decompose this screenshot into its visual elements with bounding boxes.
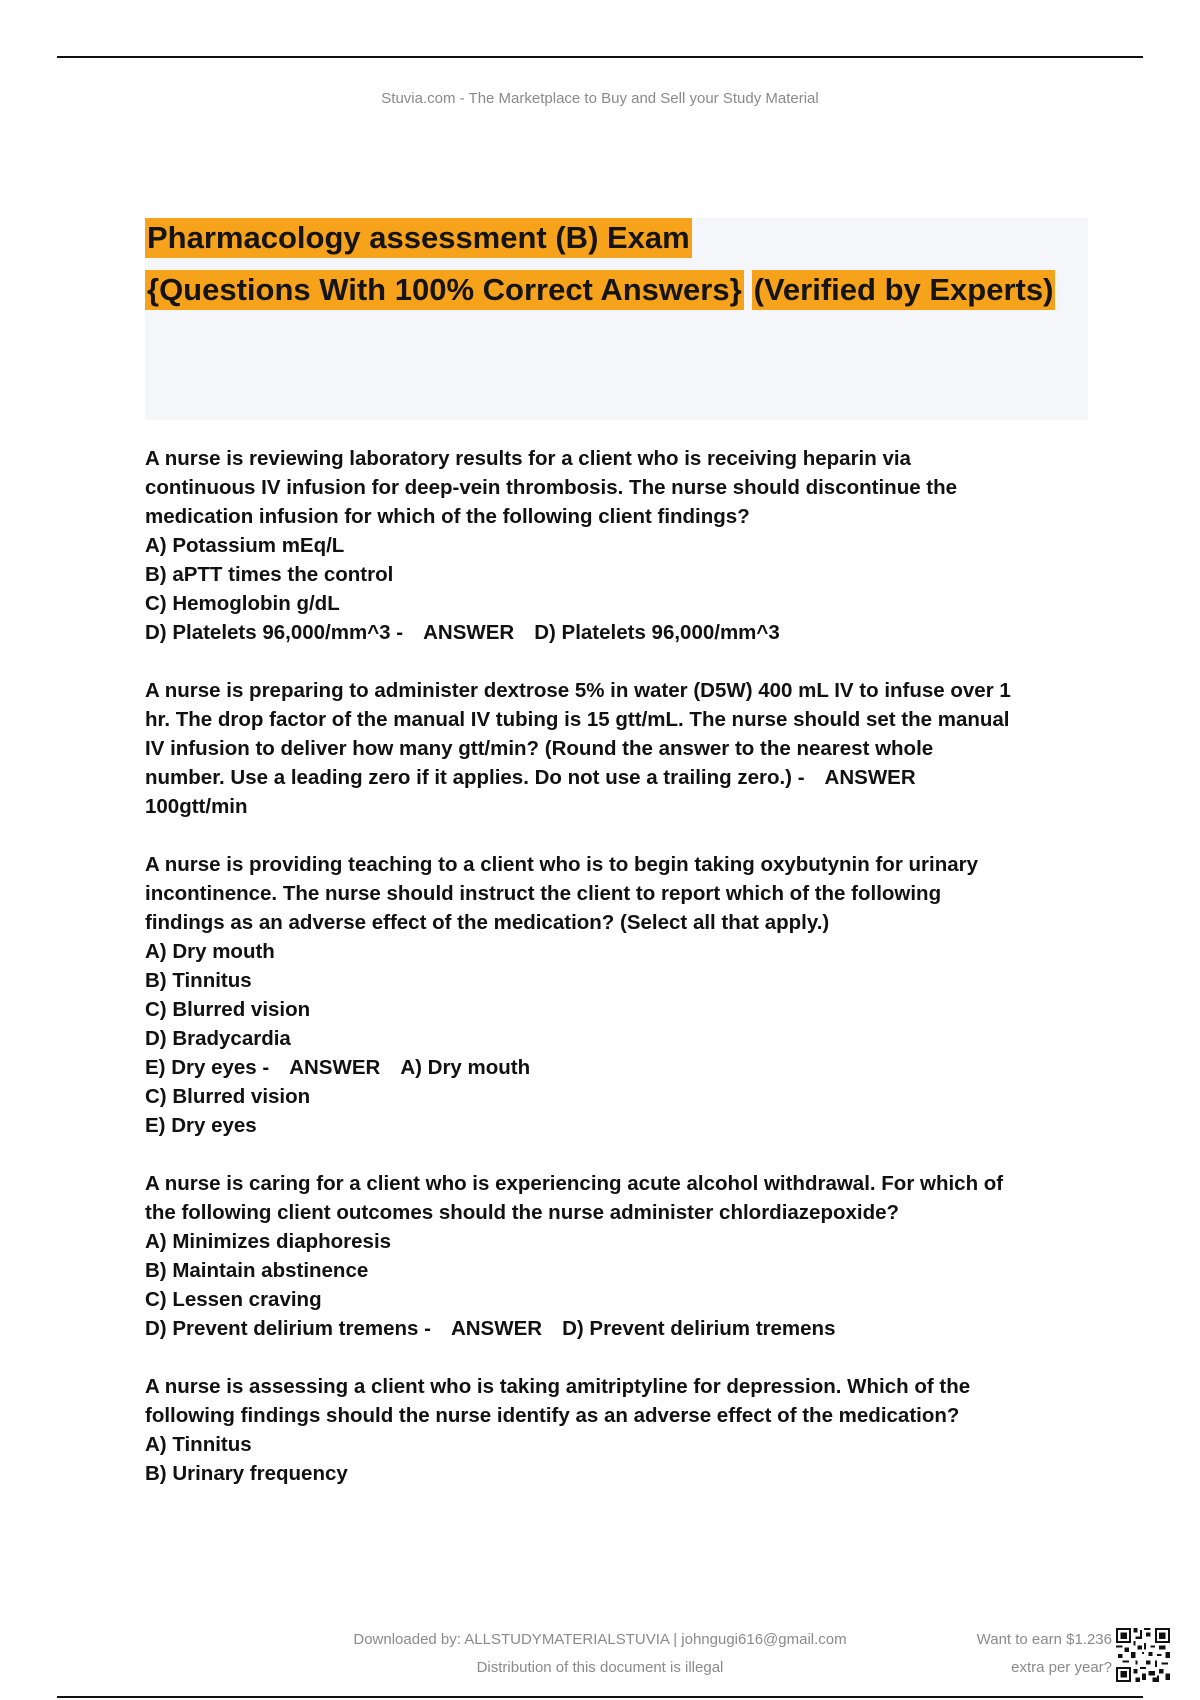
answer-text: 100gtt/min: [145, 795, 248, 818]
title-line-2: [145, 270, 1055, 310]
question-text-with-answer: [145, 763, 1095, 792]
earn-promo-line-2[interactable]: extra per year?: [1011, 1659, 1112, 1676]
question-text-line: A nurse is preparing to administer dextrose 5% in water (D5W) 400 mL IV to infuse over 1: [145, 679, 1011, 702]
option-with-answer: [145, 1314, 1095, 1343]
answer-text: C) Blurred vision: [145, 1085, 311, 1108]
answer-text: E) Dry eyes: [145, 1114, 257, 1137]
option-with-answer: [145, 618, 1095, 647]
question-5: [145, 1372, 1095, 1488]
answer-label: ANSWER: [824, 766, 916, 789]
option: B) Urinary frequency: [145, 1462, 348, 1485]
option: C) Lessen craving: [145, 1288, 322, 1311]
question-2: [145, 676, 1095, 821]
question-text-line: A nurse is assessing a client who is taking amitriptyline for depression. Which of the: [145, 1375, 971, 1398]
qr-code-icon[interactable]: [1116, 1628, 1170, 1682]
question-text-line: incontinence. The nurse should instruct the client to report which of the following: [145, 882, 942, 905]
site-header: Stuvia.com - The Marketplace to Buy and Sell your Study Material: [381, 90, 819, 107]
distribution-notice: Distribution of this document is illegal: [476, 1659, 724, 1676]
question-text-line: the following client outcomes should the nurse administer chlordiazepoxide?: [145, 1201, 900, 1224]
question-3: [145, 850, 1095, 1140]
question-text-line: continuous IV infusion for deep-vein thrombosis. The nurse should discontinue the: [145, 476, 958, 499]
title-block: [145, 218, 1088, 420]
answer-label: ANSWER: [423, 621, 515, 644]
option: B) Tinnitus: [145, 969, 252, 992]
question-text-line: hr. The drop factor of the manual IV tubing is 15 gtt/mL. The nurse should set the manual: [145, 708, 1010, 731]
question-4: [145, 1169, 1095, 1343]
option: B) aPTT times the control: [145, 563, 394, 586]
question-text-line: A nurse is reviewing laboratory results for a client who is receiving heparin via: [145, 447, 911, 470]
question-text-line: medication infusion for which of the following client findings?: [145, 505, 750, 528]
top-rule: [57, 56, 1143, 58]
option: A) Minimizes diaphoresis: [145, 1230, 392, 1253]
question-list: [145, 444, 1095, 1517]
option: C) Blurred vision: [145, 998, 311, 1021]
option: D) Platelets 96,000/mm^3 -: [145, 621, 404, 644]
question-text-line: number. Use a leading zero if it applies. Do not use a trailing zero.) -: [145, 766, 805, 789]
option: D) Prevent delirium tremens -: [145, 1317, 431, 1340]
answer-text: D) Prevent delirium tremens: [562, 1317, 836, 1340]
question-text-line: findings as an adverse effect of the medication? (Select all that apply.): [145, 911, 830, 934]
title-line-1: [145, 218, 692, 258]
answer-text: D) Platelets 96,000/mm^3: [534, 621, 780, 644]
option: A) Dry mouth: [145, 940, 275, 963]
title-subtitle-part2: (Verified by Experts): [752, 270, 1056, 310]
option: A) Tinnitus: [145, 1433, 252, 1456]
question-text-line: A nurse is providing teaching to a client who is to begin taking oxybutynin for urinary: [145, 853, 978, 876]
option: E) Dry eyes -: [145, 1056, 270, 1079]
option: C) Hemoglobin g/dL: [145, 592, 340, 615]
question-text-line: IV infusion to deliver how many gtt/min? (Round the answer to the nearest whole: [145, 737, 934, 760]
option: A) Potassium mEq/L: [145, 534, 345, 557]
option: B) Maintain abstinence: [145, 1259, 369, 1282]
answer-label: ANSWER: [289, 1056, 381, 1079]
bottom-rule: [57, 1696, 1143, 1698]
earn-promo-line-1[interactable]: Want to earn $1.236: [976, 1631, 1112, 1648]
answer-label: ANSWER: [450, 1317, 543, 1340]
question-text-line: following findings should the nurse identify as an adverse effect of the medication?: [145, 1404, 960, 1427]
answer-text: A) Dry mouth: [400, 1056, 531, 1079]
downloaded-by-note: Downloaded by: ALLSTUDYMATERIALSTUVIA | johngugi616@gmail.com: [353, 1631, 847, 1648]
option-with-answer: [145, 1053, 1095, 1082]
question-1: [145, 444, 1095, 647]
title-subtitle-part1: {Questions With 100% Correct Answers}: [145, 270, 744, 310]
question-text-line: A nurse is caring for a client who is experiencing acute alcohol withdrawal. For which of: [145, 1172, 1004, 1195]
title-main: Pharmacology assessment (B) Exam: [145, 218, 692, 258]
option: D) Bradycardia: [145, 1027, 291, 1050]
